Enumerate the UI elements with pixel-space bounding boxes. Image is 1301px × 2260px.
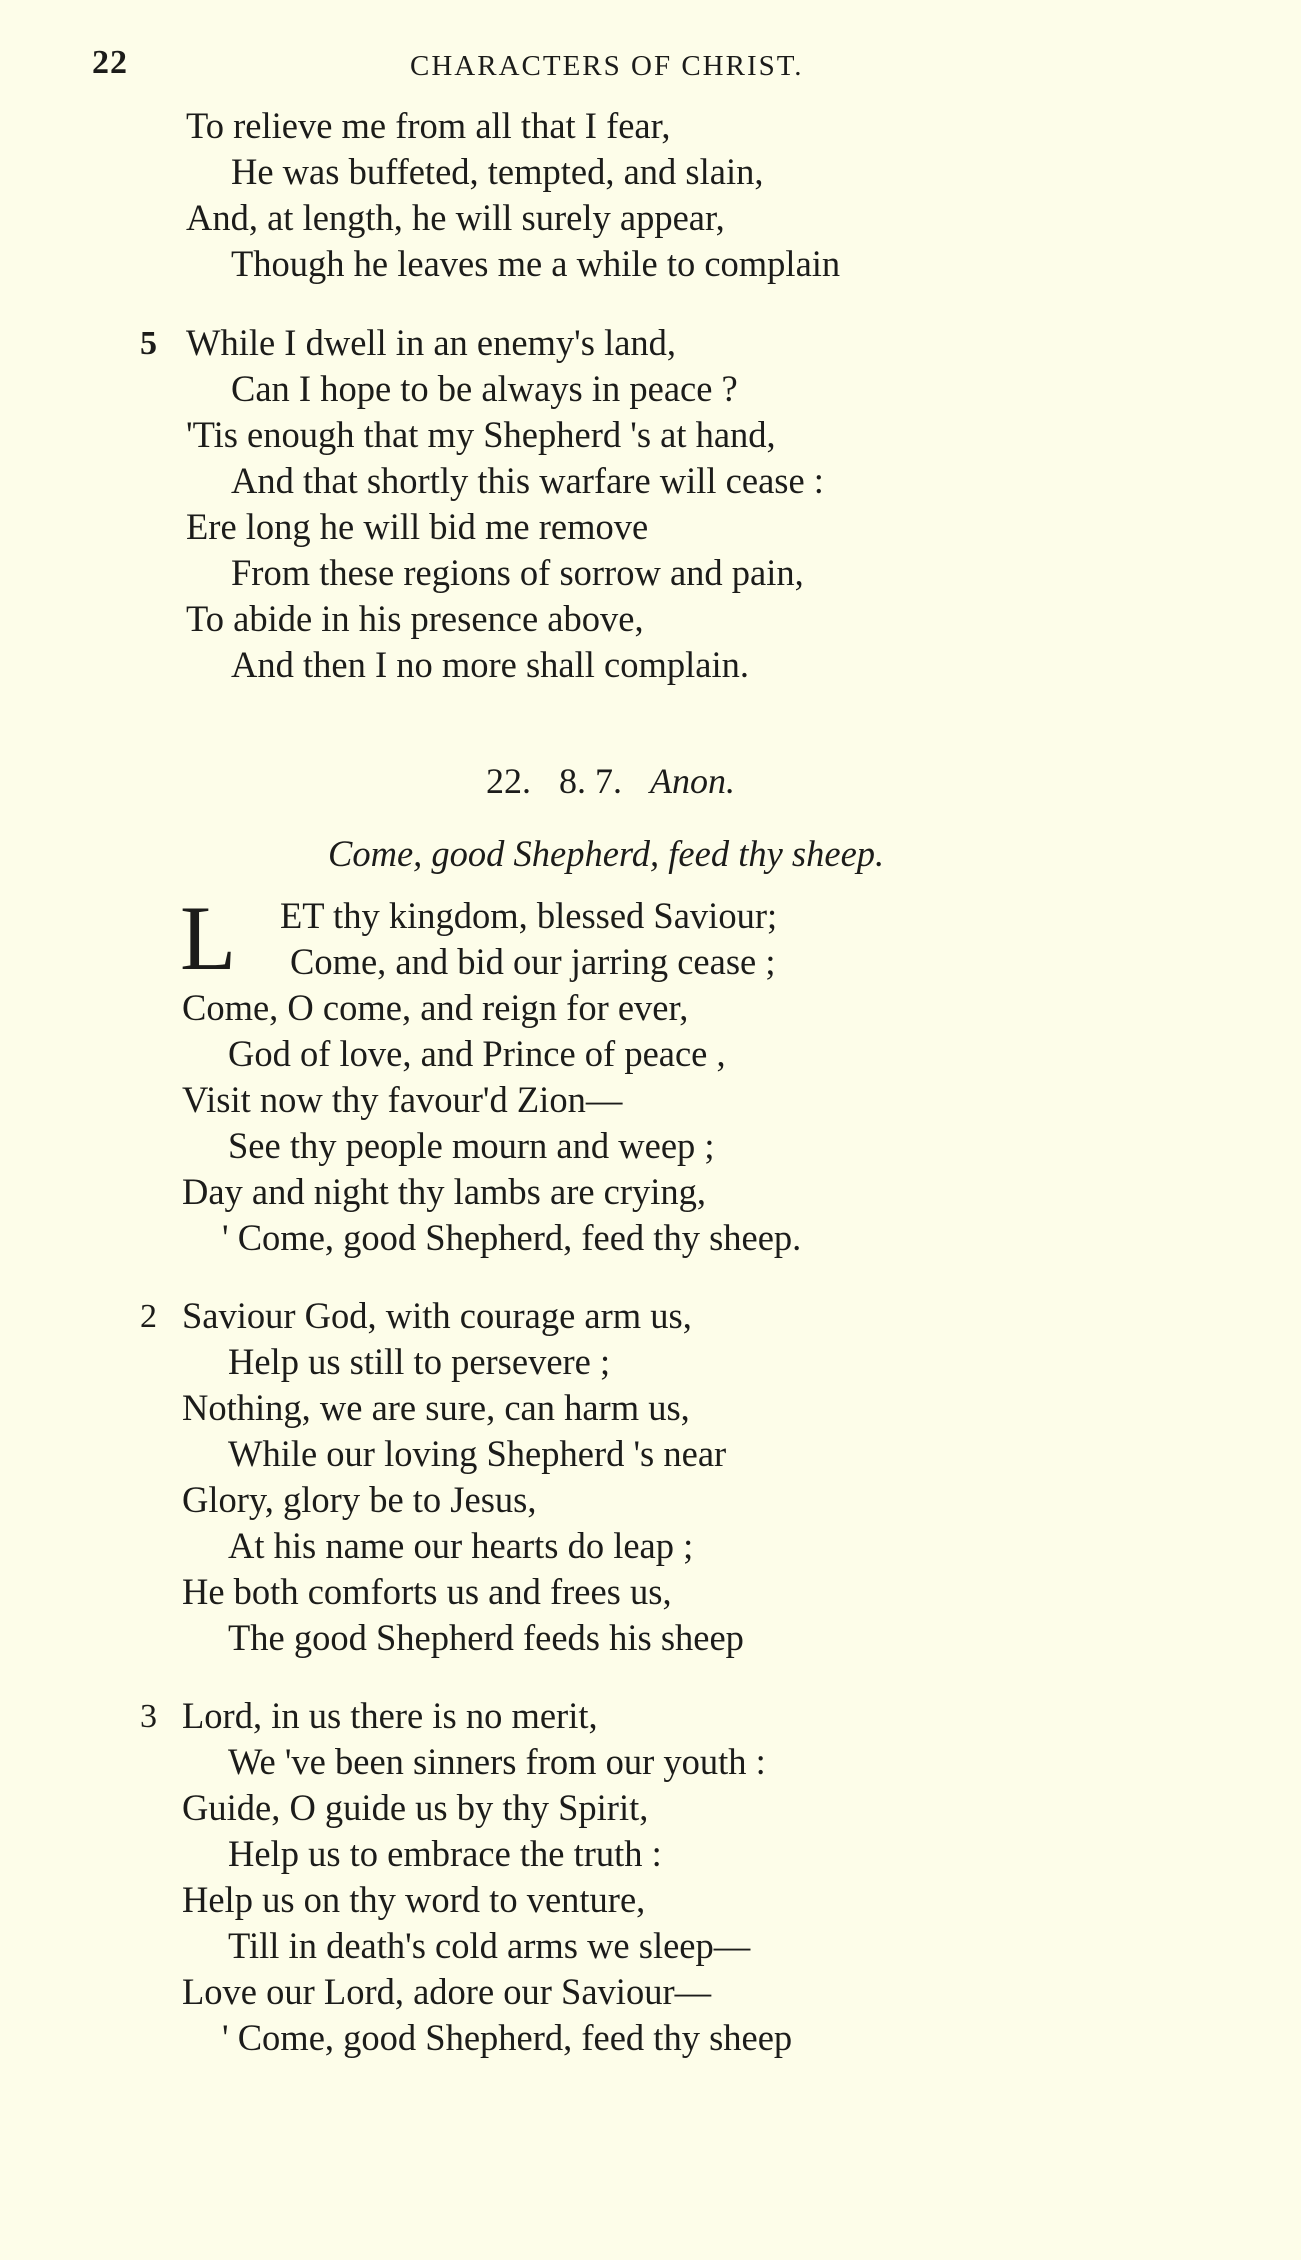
verse-line: Help us to embrace the truth : xyxy=(228,1833,662,1874)
verse-line: ' Come, good Shepherd, feed thy sheep. xyxy=(222,1217,802,1258)
hymn-meter: 8. 7. xyxy=(559,761,622,801)
verse-line: Day and night thy lambs are crying, xyxy=(182,1171,707,1212)
verse-line: ET thy kingdom, blessed Saviour; xyxy=(280,895,778,936)
verse-line: From these regions of sorrow and pain, xyxy=(231,552,804,593)
verse-line: Help us on thy word to venture, xyxy=(182,1879,646,1920)
verse-line: To abide in his presence above, xyxy=(186,598,644,639)
verse-line: At his name our hearts do leap ; xyxy=(228,1525,694,1566)
verse-line: Ere long he will bid me remove xyxy=(186,506,649,547)
verse-line: See thy people mourn and weep ; xyxy=(228,1125,715,1166)
hymn-heading xyxy=(486,760,735,802)
running-head: CHARACTERS OF CHRIST. xyxy=(410,50,804,82)
verse-line: He was buffeted, tempted, and slain, xyxy=(231,151,764,192)
verse-line: Help us still to persevere ; xyxy=(228,1341,611,1382)
verse-line: And then I no more shall complain. xyxy=(231,644,749,685)
verse-line: While our loving Shepherd 's near xyxy=(228,1433,727,1474)
verse-line: Can I hope to be always in peace ? xyxy=(231,368,738,409)
stanza-number: 3 xyxy=(140,1698,157,1735)
drop-cap: L xyxy=(180,887,237,989)
verse-line: God of love, and Prince of peace , xyxy=(228,1033,726,1074)
hymn-author: Anon. xyxy=(650,761,735,801)
verse-line: Glory, glory be to Jesus, xyxy=(182,1479,537,1520)
verse-line: Visit now thy favour'd Zion— xyxy=(182,1079,623,1120)
verse-line: Love our Lord, adore our Saviour— xyxy=(182,1971,712,2012)
stanza-number: 5 xyxy=(140,325,157,362)
verse-line: While I dwell in an enemy's land, xyxy=(186,322,677,363)
verse-line: Nothing, we are sure, can harm us, xyxy=(182,1387,690,1428)
stanza-number: 2 xyxy=(140,1298,157,1335)
verse-line: He both comforts us and frees us, xyxy=(182,1571,672,1612)
page-header xyxy=(92,44,1092,94)
verse-line: And, at length, he will surely appear, xyxy=(186,197,725,238)
verse-line: To relieve me from all that I fear, xyxy=(186,105,671,146)
verse-line: Come, O come, and reign for ever, xyxy=(182,987,689,1028)
verse-line: Guide, O guide us by thy Spirit, xyxy=(182,1787,649,1828)
hymn-number: 22. xyxy=(486,761,531,801)
verse-line: And that shortly this warfare will cease : xyxy=(231,460,824,501)
verse-line: The good Shepherd feeds his sheep xyxy=(228,1617,744,1658)
verse-line: Lord, in us there is no merit, xyxy=(182,1695,598,1736)
verse-line: Till in death's cold arms we sleep— xyxy=(228,1925,751,1966)
page-number: 22 xyxy=(92,44,128,81)
verse-line: Come, and bid our jarring cease ; xyxy=(290,941,776,982)
verse-line: ' Come, good Shepherd, feed thy sheep xyxy=(222,2017,793,2058)
verse-line: 'Tis enough that my Shepherd 's at hand, xyxy=(186,414,776,455)
hymn-subtitle: Come, good Shepherd, feed thy sheep. xyxy=(328,833,885,874)
verse-line: Though he leaves me a while to complain xyxy=(231,243,841,284)
verse-line: We 've been sinners from our youth : xyxy=(228,1741,766,1782)
verse-line: Saviour God, with courage arm us, xyxy=(182,1295,692,1336)
